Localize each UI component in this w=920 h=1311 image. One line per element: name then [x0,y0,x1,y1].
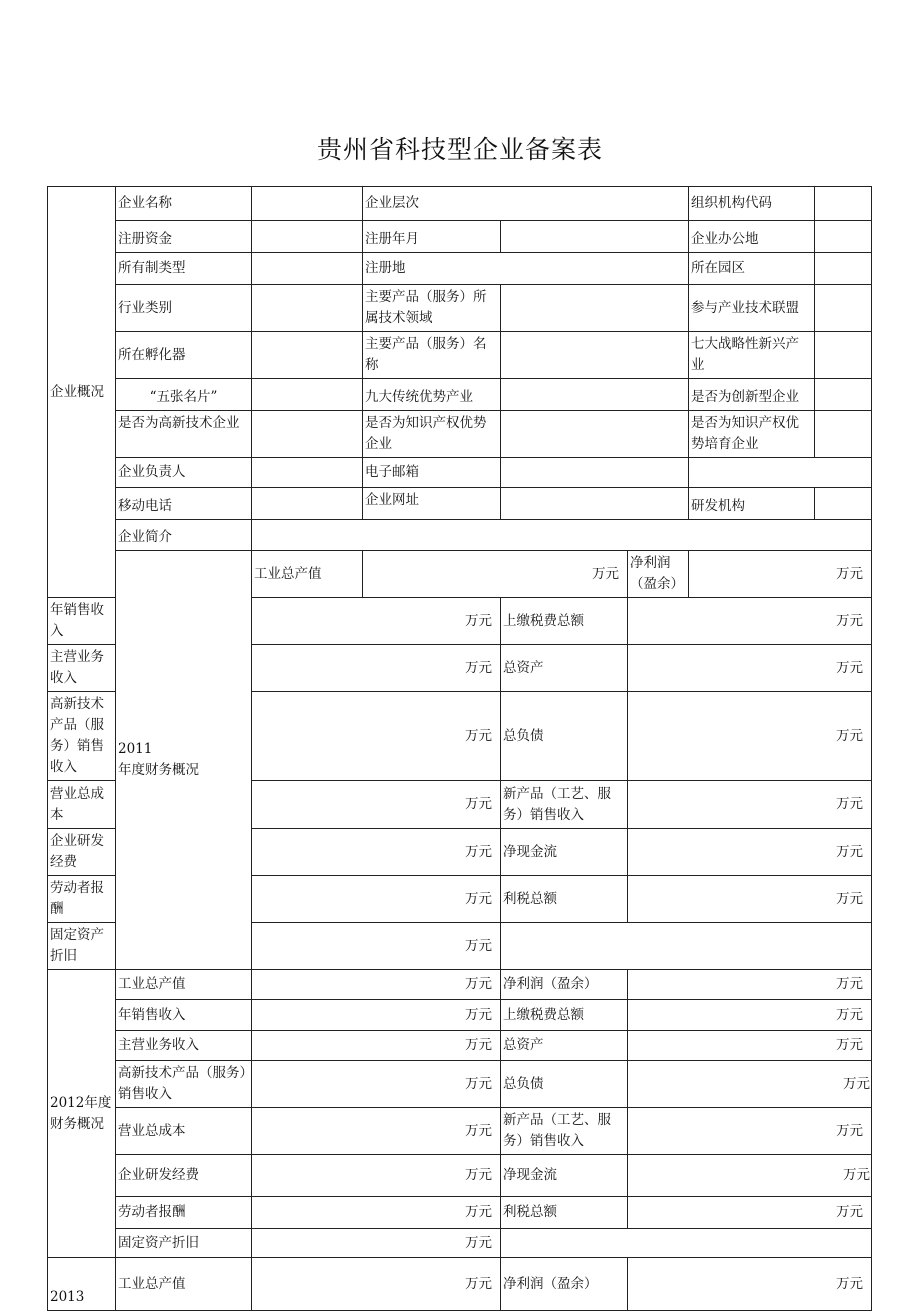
field-profile[interactable] [252,520,872,551]
label-net-cash-flow-2012: 净现金流 [501,1155,628,1197]
unit-2012-13[interactable]: 万元 [252,1197,501,1229]
unit-2011-6[interactable]: 万元 [628,645,872,692]
unit-2011-4[interactable]: 万元 [628,598,872,645]
label-industrial-output-2011: 工业总产值 [252,551,363,598]
label-hightech-sales-2012: 高新技术产品（服务）销售收入 [116,1061,252,1108]
unit-2013-2[interactable]: 万元 [628,1258,872,1311]
label-net-profit-2013: 净利润（盈余） [501,1258,628,1311]
label-park: 所在园区 [689,253,815,285]
label-traditional-industry: 九大传统优势产业 [363,379,501,411]
unit-2012-14[interactable]: 万元 [628,1197,872,1229]
field-product-tech-field[interactable] [501,285,689,332]
section-2012: 2012年度财务概况 [48,970,116,1258]
unit-2011-3[interactable]: 万元 [252,598,501,645]
label-strategic-industry: 七大战略性新兴产业 [689,332,815,379]
label-tech-alliance: 参与产业技术联盟 [689,285,815,332]
unit-2012-15[interactable]: 万元 [252,1229,501,1258]
unit-2011-9[interactable]: 万元 [252,781,501,829]
field-traditional-industry[interactable] [501,379,689,411]
field-enterprise-name[interactable] [252,187,363,221]
field-registration-date[interactable] [501,221,689,253]
field-office-location[interactable] [815,221,872,253]
unit-2012-2[interactable]: 万元 [628,970,872,1000]
unit-2011-8[interactable]: 万元 [628,692,872,781]
unit-2011-2[interactable]: 万元 [689,551,872,598]
unit-2011-10[interactable]: 万元 [628,781,872,829]
label-new-product-sales-2012: 新产品（工艺、服务）销售收入 [501,1108,628,1155]
field-high-tech[interactable] [252,411,363,458]
label-main-business-2011: 主营业务收入 [48,645,116,692]
label-email: 电子邮箱 [363,458,501,488]
section-2013: 2013 [48,1258,116,1311]
label-total-liabilities-2012: 总负债 [501,1061,628,1108]
field-innovative[interactable] [815,379,872,411]
field-mobile[interactable] [252,488,363,520]
label-industry: 行业类别 [116,285,252,332]
label-enterprise-level: 企业层次 [363,187,689,221]
label-annual-sales-2011: 年销售收入 [48,598,116,645]
unit-2012-1[interactable]: 万元 [252,970,501,1000]
label-annual-sales-2012: 年销售收入 [116,1000,252,1031]
label-principal: 企业负责人 [116,458,252,488]
field-ip-cultivation[interactable] [815,411,872,458]
label-website: 企业网址 [363,488,501,520]
label-taxes-paid-2012: 上缴税费总额 [501,1000,628,1031]
unit-2012-12[interactable]: 万元 [628,1155,872,1197]
field-email-extra[interactable] [689,458,872,488]
label-industrial-output-2012: 工业总产值 [116,970,252,1000]
unit-2011-14[interactable]: 万元 [628,876,872,923]
unit-2012-8[interactable]: 万元 [628,1061,872,1108]
unit-2011-11[interactable]: 万元 [252,829,501,876]
label-mobile: 移动电话 [116,488,252,520]
label-rd-expense-2012: 企业研发经费 [116,1155,252,1197]
field-park[interactable] [815,253,872,285]
unit-2011-12[interactable]: 万元 [628,829,872,876]
unit-2012-9[interactable]: 万元 [252,1108,501,1155]
label-registration-date: 注册年月 [363,221,501,253]
field-tech-alliance[interactable] [815,285,872,332]
page-title: 贵州省科技型企业备案表 [316,135,603,164]
label-org-code: 组织机构代码 [689,187,815,221]
unit-2012-5[interactable]: 万元 [252,1031,501,1061]
label-total-assets-2011: 总资产 [501,645,628,692]
unit-2011-1[interactable]: 万元 [363,551,628,598]
section-2011-label: 年度财务概况 [118,762,199,778]
label-main-business-2012: 主营业务收入 [116,1031,252,1061]
unit-2011-13[interactable]: 万元 [252,876,501,923]
label-depreciation-2011: 固定资产折旧 [48,923,116,970]
label-rd-expense-2011: 企业研发经费 [48,829,116,876]
label-net-profit-2012: 净利润（盈余） [501,970,628,1000]
label-taxes-paid-2011: 上缴税费总额 [501,598,628,645]
label-profile: 企业简介 [116,520,252,551]
field-website[interactable] [501,488,689,520]
label-industrial-output-2013: 工业总产值 [116,1258,252,1311]
field-rd-institution[interactable] [815,488,872,520]
label-total-profit-tax-2011: 利税总额 [501,876,628,923]
field-ownership-type[interactable] [252,253,363,285]
unit-2012-3[interactable]: 万元 [252,1000,501,1031]
label-ownership-type: 所有制类型 [116,253,252,285]
label-office-location: 企业办公地 [689,221,815,253]
field-ip-advantage[interactable] [501,411,689,458]
unit-2013-1[interactable]: 万元 [252,1258,501,1311]
label-hightech-sales-2011: 高新技术产品（服务）销售收入 [48,692,116,781]
year-2011: 2011 [118,741,153,757]
label-net-profit-2011: 净利润（盈余） [628,551,689,598]
field-org-code[interactable] [815,187,872,221]
label-labor-pay-2011: 劳动者报酬 [48,876,116,923]
label-enterprise-name: 企业名称 [116,187,252,221]
field-industry[interactable] [252,285,363,332]
field-principal[interactable] [252,458,363,488]
unit-2012-4[interactable]: 万元 [628,1000,872,1031]
unit-2012-11[interactable]: 万元 [252,1155,501,1197]
field-email[interactable] [501,458,689,488]
unit-2012-6[interactable]: 万元 [628,1031,872,1061]
label-labor-pay-2012: 劳动者报酬 [116,1197,252,1229]
label-registration-place: 注册地 [363,253,689,285]
field-five-cards[interactable] [252,379,363,411]
label-net-cash-flow-2011: 净现金流 [501,829,628,876]
label-product-tech-field: 主要产品（服务）所属技术领域 [363,285,501,332]
label-incubator: 所在孵化器 [116,332,252,379]
label-ip-advantage: 是否为知识产权优势企业 [363,411,501,458]
unit-2012-10[interactable]: 万元 [628,1108,872,1155]
field-blank-2011[interactable] [501,923,872,970]
label-new-product-sales-2011: 新产品（工艺、服务）销售收入 [501,781,628,829]
unit-2011-7[interactable]: 万元 [252,692,501,781]
label-ip-cultivation: 是否为知识产权优势培育企业 [689,411,815,458]
field-registered-capital[interactable] [252,221,363,253]
label-depreciation-2012: 固定资产折旧 [116,1229,252,1258]
label-high-tech: 是否为高新技术企业 [116,411,252,458]
label-total-assets-2012: 总资产 [501,1031,628,1061]
field-incubator[interactable] [252,332,363,379]
label-total-cost-2011: 营业总成本 [48,781,116,829]
field-strategic-industry[interactable] [815,332,872,379]
label-product-name: 主要产品（服务）名称 [363,332,501,379]
section-2011 [116,551,252,970]
label-total-profit-tax-2012: 利税总额 [501,1197,628,1229]
label-total-liabilities-2011: 总负债 [501,692,628,781]
label-registered-capital: 注册资金 [116,221,252,253]
label-total-cost-2012: 营业总成本 [116,1108,252,1155]
label-five-cards: “五张名片” [116,379,252,411]
field-blank-2012[interactable] [501,1229,872,1258]
unit-2012-7[interactable]: 万元 [252,1061,501,1108]
label-rd-institution: 研发机构 [689,488,815,520]
field-product-name[interactable] [501,332,689,379]
label-innovative: 是否为创新型企业 [689,379,815,411]
unit-2011-5[interactable]: 万元 [252,645,501,692]
unit-2011-15[interactable]: 万元 [252,923,501,970]
registration-form [47,186,872,1311]
section-overview: 企业概况 [48,187,116,598]
